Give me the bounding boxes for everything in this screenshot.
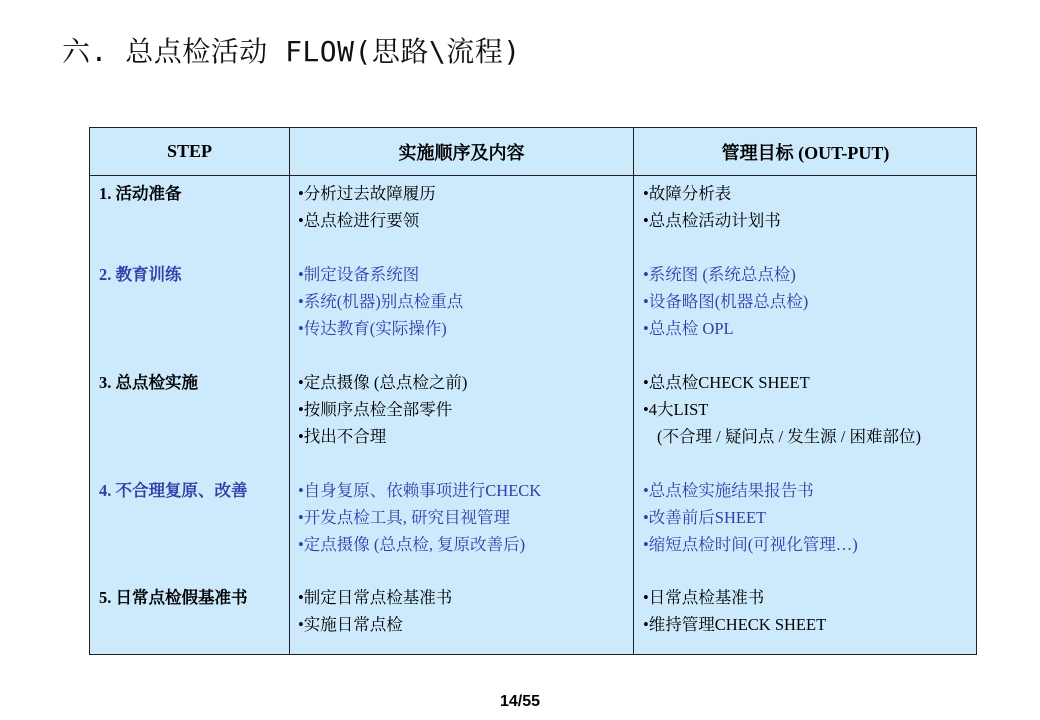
content-list xyxy=(298,477,541,558)
content-list xyxy=(298,369,467,450)
list-item-note: (不合理 / 疑问点 / 发生源 / 困难部位) xyxy=(657,427,921,446)
list-item: • 总点检 OPL xyxy=(643,315,808,342)
list-item: • 实施日常点检 xyxy=(298,611,452,638)
list-item: • 设备略图(机器总点检) xyxy=(643,288,808,315)
output-list xyxy=(643,584,826,638)
list-item: • 定点摄像 (总点检之前) xyxy=(298,369,467,396)
list-item: • 总点检CHECK SHEET xyxy=(643,369,921,396)
list-item: • 按顺序点检全部零件 xyxy=(298,396,467,423)
page-title: 六. 总点检活动 FLOW(思路\流程) xyxy=(62,35,521,68)
content-list xyxy=(298,180,436,234)
list-item: • 制定日常点检基准书 xyxy=(298,584,452,611)
list-item: • 总点检实施结果报告书 xyxy=(643,477,858,504)
list-item: • 日常点检基准书 xyxy=(643,584,826,611)
list-item: • 总点检活动计划书 xyxy=(643,207,781,234)
list-item: • 缩短点检时间(可视化管理…) xyxy=(643,531,858,558)
list-item: • 维持管理CHECK SHEET xyxy=(643,611,826,638)
page-number: 14/55 xyxy=(499,693,541,710)
list-item: • 自身复原、依赖事项进行CHECK xyxy=(298,477,541,504)
list-item: • 制定设备系统图 xyxy=(298,261,463,288)
list-item: • 传达教育(实际操作) xyxy=(298,315,463,342)
step-label: 3. 总点检实施 xyxy=(99,373,198,392)
list-item: • 系统图 (系统总点检) xyxy=(643,261,808,288)
step-label: 1. 活动准备 xyxy=(99,184,182,203)
list-item: • 开发点检工具, 研究目视管理 xyxy=(298,504,541,531)
content-list xyxy=(298,584,452,638)
column-divider xyxy=(289,128,290,654)
step-label: 5. 日常点检假基准书 xyxy=(99,588,248,607)
output-list xyxy=(643,477,858,558)
list-item: • 定点摄像 (总点检, 复原改善后) xyxy=(298,531,541,558)
output-list xyxy=(643,261,808,342)
output-list xyxy=(643,180,781,234)
column-divider xyxy=(633,128,634,654)
flow-table xyxy=(89,127,977,655)
step-label: 2. 教育训练 xyxy=(99,265,182,284)
list-item: • 总点检进行要领 xyxy=(298,207,436,234)
header-step: STEP xyxy=(166,141,213,161)
list-item: • 系统(机器)别点检重点 xyxy=(298,288,463,315)
header-content: 实施顺序及内容 xyxy=(398,142,525,163)
list-item: • 找出不合理 xyxy=(298,423,467,450)
output-list xyxy=(643,369,921,450)
header-output: 管理目标 (OUT-PUT) xyxy=(721,142,890,163)
list-item: • 改善前后SHEET xyxy=(643,504,858,531)
step-label: 4. 不合理复原、改善 xyxy=(99,481,248,500)
list-item: • 分析过去故障履历 xyxy=(298,180,436,207)
header-divider xyxy=(90,175,976,176)
list-item: • 4大LIST xyxy=(643,396,921,423)
content-list xyxy=(298,261,463,342)
list-item: • 故障分析表 xyxy=(643,180,781,207)
